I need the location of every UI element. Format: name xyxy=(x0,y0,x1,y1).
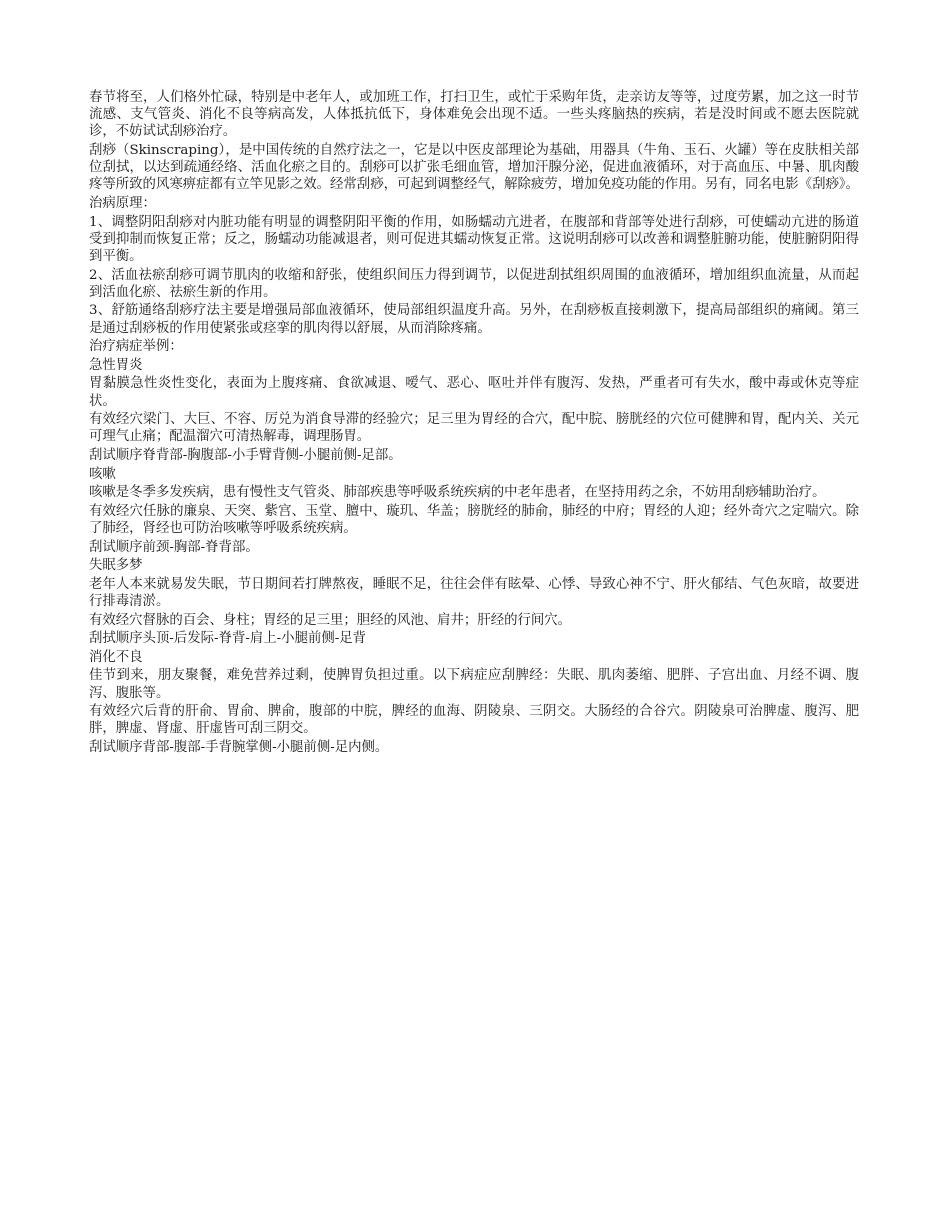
insomnia-order: 刮拭顺序头顶-后发际-脊背-肩上-小腿前侧-足背 xyxy=(89,631,367,647)
skinscraping-definition-paragraph: 刮痧（Skinscraping），是中国传统的自然疗法之一，它是以中医皮部理论为基础，用器具（牛角、玉石、火罐）等在皮肤相关部位刮拭，以达到疏通经络、活血化瘀之目的。刮痧可以扩张毛细血管，增加汗腺分泌，促进血液循环，对于高血压、中暑、肌肉酸疼等所致的风寒痹症都有立竿见影之效。经常刮痧，可起到调整经气，解除疲劳，增加免疫功能的作用。另有，同名电影《刮痧》。 xyxy=(89,143,859,193)
intro-paragraph: 春节将至，人们格外忙碌，特别是中老年人，或加班工作，打扫卫生，或忙于采购年货，走亲访友等等，过度劳累，加之这一时节流感、支气管炎、消化不良等病高发，人体抵抗低下，身体难免会出现不适。一些头疼脑热的疾病，若是没时间或不愿去医院就诊，不妨试试刮痧治疗。 xyxy=(89,90,859,140)
gastritis-description: 胃黏膜急性炎性变化，表面为上腹疼痛、食欲减退、嗳气、恶心、呕吐并伴有腹泻、发热，严重者可有失水，酸中毒或休克等症状。 xyxy=(89,376,859,409)
indigestion-order: 刮试顺序背部-腹部-手背腕掌侧-小腿前侧-足内侧。 xyxy=(89,739,389,755)
indigestion-description: 佳节到来，朋友聚餐，难免营养过剩，使脾胃负担过重。以下病症应刮脾经：失眠、肌肉萎缩、肥胖、子宫出血、月经不调、腹泻、腹胀等。 xyxy=(89,668,859,701)
insomnia-acupoints: 有效经穴督脉的百会、身柱；胃经的足三里；胆经的风池、肩井；肝经的行间穴。 xyxy=(89,612,572,628)
principle-3-paragraph: 3、舒筋通络刮痧疗法主要是增强局部血液循环，使局部组织温度升高。另外，在刮痧板直接刺激下，提高局部组织的痛阈。第三是通过刮痧板的作用使紧张或痉挛的肌肉得以舒展，从而消除疼痛。 xyxy=(89,303,859,336)
cough-acupoints: 有效经穴任脉的廉泉、天突、紫宫、玉堂、膻中、璇玑、华盖；膀胱经的肺俞，肺经的中府；胃经的人迎；经外奇穴之定喘穴。除了肺经，肾经也可防治咳嗽等呼吸系统疾病。 xyxy=(89,503,859,536)
principle-1-paragraph: 1、调整阴阳刮痧对内脏功能有明显的调整阴阳平衡的作用，如肠蠕动亢进者，在腹部和背部等处进行刮痧，可使蠕动亢进的肠道受到抑制而恢复正常；反之，肠蠕动功能减退者，则可促进其蠕动恢复正常。这说明刮痧可以改善和调整脏腑功能，使脏腑阴阳得到平衡。 xyxy=(89,214,859,264)
indigestion-heading: 消化不良 xyxy=(89,649,143,665)
gastritis-acupoints: 有效经穴梁门、大巨、不容、厉兑为消食导滞的经验穴；足三里为胃经的合穴，配中脘、膀胱经的穴位可健脾和胃，配内关、关元可理气止痛；配温溜穴可清热解毒，调理肠胃。 xyxy=(89,412,859,445)
insomnia-description: 老年人本来就易发失眠，节日期间若打牌熬夜，睡眠不足，往往会伴有眩晕、心悸、导致心神不宁、肝火郁结、气色灰暗，故要进行排毒清淤。 xyxy=(89,576,859,609)
principles-heading: 治病原理： xyxy=(89,196,156,211)
cough-description: 咳嗽是冬季多发疾病，患有慢性支气管炎、肺部疾患等呼吸系统疾病的中老年患者，在坚持用药之余，不妨用刮痧辅助治疗。 xyxy=(89,485,826,501)
cough-heading: 咳嗽 xyxy=(89,466,116,482)
examples-heading: 治疗病症举例： xyxy=(89,339,183,355)
document-body xyxy=(89,89,859,756)
principle-2-paragraph: 2、活血祛瘀刮痧可调节肌肉的收缩和舒张，使组织间压力得到调节，以促进刮拭组织周围的血液循环，增加组织血流量，从而起到活血化瘀、祛瘀生新的作用。 xyxy=(89,267,859,300)
cough-order: 刮试顺序前颈-胸部-脊背部。 xyxy=(89,539,259,555)
indigestion-acupoints: 有效经穴后背的肝俞、胃俞、脾俞，腹部的中脘，脾经的血海、阴陵泉、三阴交。大肠经的合谷穴。阴陵泉可治脾虚、腹泻、肥胖，脾虚、肾虚、肝虚皆可刮三阴交。 xyxy=(89,704,859,737)
gastritis-heading: 急性胃炎 xyxy=(89,357,143,373)
gastritis-order: 刮试顺序脊背部-胸腹部-小手臂背侧-小腿前侧-足部。 xyxy=(89,447,402,463)
insomnia-heading: 失眠多梦 xyxy=(89,558,143,574)
